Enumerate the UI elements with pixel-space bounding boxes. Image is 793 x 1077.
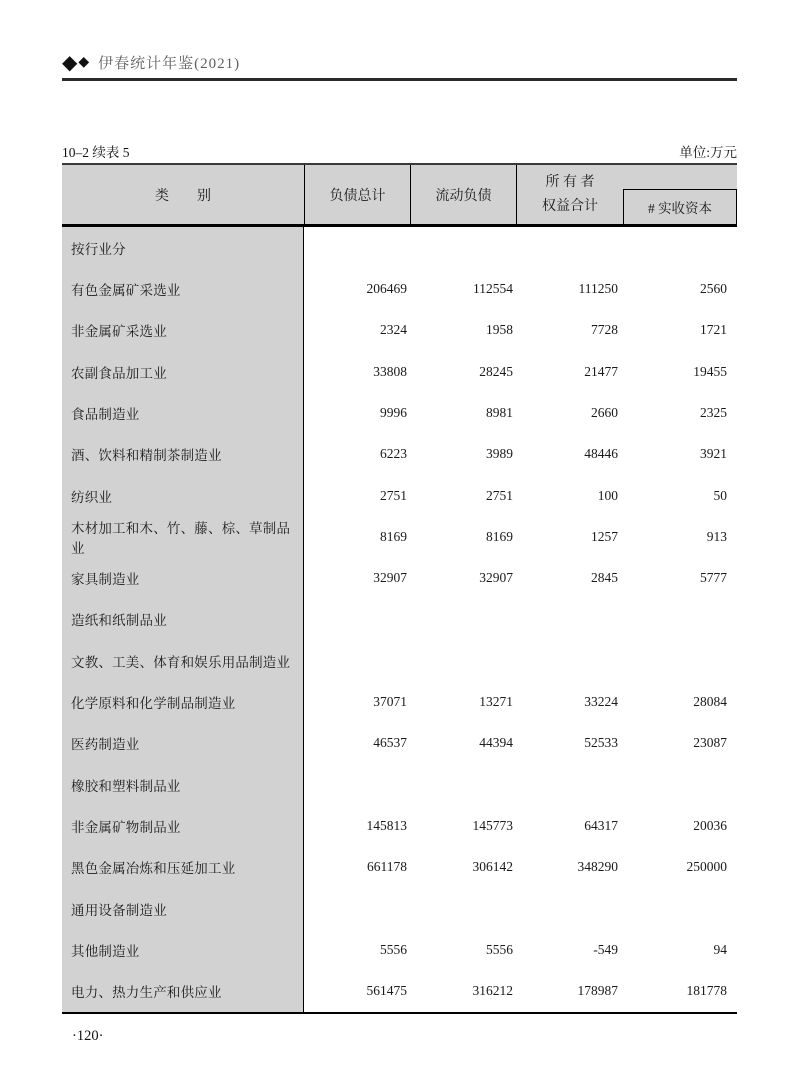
table-row xyxy=(62,764,737,805)
diamond-icon: ◆ xyxy=(78,54,90,70)
row-value: 3921 xyxy=(700,446,727,462)
row-value: 5556 xyxy=(486,941,513,957)
table-row xyxy=(62,558,737,599)
row-value: 206469 xyxy=(366,280,407,296)
row-value: 1958 xyxy=(486,322,513,338)
table-row xyxy=(62,599,737,640)
row-value: 316212 xyxy=(472,983,513,999)
table-row xyxy=(62,805,737,846)
table-row xyxy=(62,516,737,557)
row-value: 661178 xyxy=(367,859,407,875)
row-value: 181778 xyxy=(686,983,727,999)
row-value: 5777 xyxy=(700,570,727,586)
diamond-icon: ◆ xyxy=(62,51,78,74)
statistics-table xyxy=(62,163,737,1014)
header-owner-equity-line1: 所 有 者 xyxy=(545,174,595,190)
row-label: 非金属矿物制品业 xyxy=(71,820,181,836)
row-label: 医药制造业 xyxy=(71,737,140,753)
row-value: 2325 xyxy=(700,404,727,420)
row-value: 19455 xyxy=(693,363,727,379)
row-value: 2324 xyxy=(380,322,407,338)
row-value: 913 xyxy=(706,528,727,544)
table-row xyxy=(62,681,737,722)
row-label: 农副食品加工业 xyxy=(71,365,167,381)
table-row xyxy=(62,929,737,970)
row-value: 348290 xyxy=(577,859,618,875)
row-value: 100 xyxy=(597,487,618,503)
header-total-liabilities: 负债总计 xyxy=(304,165,410,224)
row-value: 145813 xyxy=(366,818,407,834)
row-label: 食品制造业 xyxy=(71,406,140,422)
row-label: 造纸和纸制品业 xyxy=(71,613,167,629)
row-label: 化学原料和化学制品制造业 xyxy=(71,696,236,712)
unit-label: 单位:万元 xyxy=(679,145,737,160)
row-value: 20036 xyxy=(693,818,727,834)
row-value: 111250 xyxy=(578,280,618,296)
row-label: 黑色金属冶炼和压延加工业 xyxy=(71,861,236,877)
table-row xyxy=(62,268,737,309)
row-value: 2751 xyxy=(380,487,407,503)
table-row xyxy=(62,434,737,475)
header-category: 类 别 xyxy=(155,188,211,204)
row-value: 2751 xyxy=(486,487,513,503)
row-value: 23087 xyxy=(693,735,727,751)
row-value: 9996 xyxy=(380,404,407,420)
header-owner-equity xyxy=(516,165,623,224)
row-value: 32907 xyxy=(373,570,407,586)
row-value: 52533 xyxy=(584,735,618,751)
row-value: 561475 xyxy=(366,983,407,999)
row-label: 家具制造业 xyxy=(71,572,140,588)
table-row xyxy=(62,310,737,351)
row-value: 13271 xyxy=(479,694,513,710)
row-value: 6223 xyxy=(380,446,407,462)
table-row xyxy=(62,640,737,681)
row-value: 8981 xyxy=(486,404,513,420)
row-label: 通用设备制造业 xyxy=(71,902,167,918)
row-label: 非金属矿采选业 xyxy=(71,324,167,340)
row-value: 5556 xyxy=(380,941,407,957)
row-value: 21477 xyxy=(584,363,618,379)
row-value: 48446 xyxy=(584,446,618,462)
table-row xyxy=(62,392,737,433)
page-number: ·120· xyxy=(72,1028,104,1044)
row-label: 电力、热力生产和供应业 xyxy=(71,985,222,1001)
running-head xyxy=(62,52,737,81)
row-value: 1257 xyxy=(591,528,618,544)
row-value: -549 xyxy=(593,941,618,957)
header-current-liabilities: 流动负债 xyxy=(410,165,516,224)
row-value: 7728 xyxy=(591,322,618,338)
row-value: 8169 xyxy=(486,528,513,544)
row-value: 33224 xyxy=(584,694,618,710)
row-value: 178987 xyxy=(577,983,618,999)
row-value: 50 xyxy=(713,487,727,503)
header-paid-in-capital: # 实收资本 xyxy=(623,189,737,224)
row-value: 145773 xyxy=(472,818,513,834)
yearbook-title: 伊春统计年鉴(2021) xyxy=(98,56,241,72)
row-value: 112554 xyxy=(473,280,513,296)
table-caption: 10–2 续表 5 xyxy=(62,145,130,160)
row-value: 2845 xyxy=(591,570,618,586)
row-value: 1721 xyxy=(700,322,727,338)
row-value: 37071 xyxy=(373,694,407,710)
row-value: 28084 xyxy=(693,694,727,710)
row-value: 250000 xyxy=(686,859,727,875)
row-label: 有色金属矿采选业 xyxy=(71,282,181,298)
row-label: 按行业分 xyxy=(71,241,126,257)
table-row xyxy=(62,723,737,764)
row-label: 纺织业 xyxy=(71,489,113,505)
row-value: 8169 xyxy=(380,528,407,544)
header-owner-equity-line2: 权益合计 xyxy=(542,198,598,214)
row-label: 其他制造业 xyxy=(71,943,140,959)
table-caption-row xyxy=(62,141,737,161)
row-value: 306142 xyxy=(472,859,513,875)
table-row xyxy=(62,351,737,392)
table-body xyxy=(62,227,737,1014)
row-value: 44394 xyxy=(479,735,513,751)
row-value: 28245 xyxy=(479,363,513,379)
row-value: 3989 xyxy=(486,446,513,462)
row-value: 2560 xyxy=(700,280,727,296)
row-label: 酒、饮料和精制茶制造业 xyxy=(71,448,222,464)
row-value: 94 xyxy=(713,941,727,957)
table-row xyxy=(62,227,737,268)
table-row xyxy=(62,971,737,1012)
table-row xyxy=(62,475,737,516)
row-value: 32907 xyxy=(479,570,513,586)
row-value: 46537 xyxy=(373,735,407,751)
table-header xyxy=(62,163,737,227)
table-row xyxy=(62,888,737,929)
row-value: 2660 xyxy=(591,404,618,420)
row-label: 木材加工和木、竹、藤、棕、草制品业 xyxy=(71,520,291,556)
row-label: 文教、工美、体育和娱乐用品制造业 xyxy=(71,654,291,670)
table-row xyxy=(62,847,737,888)
row-label: 橡胶和塑料制品业 xyxy=(71,778,181,794)
row-value: 33808 xyxy=(373,363,407,379)
row-value: 64317 xyxy=(584,818,618,834)
